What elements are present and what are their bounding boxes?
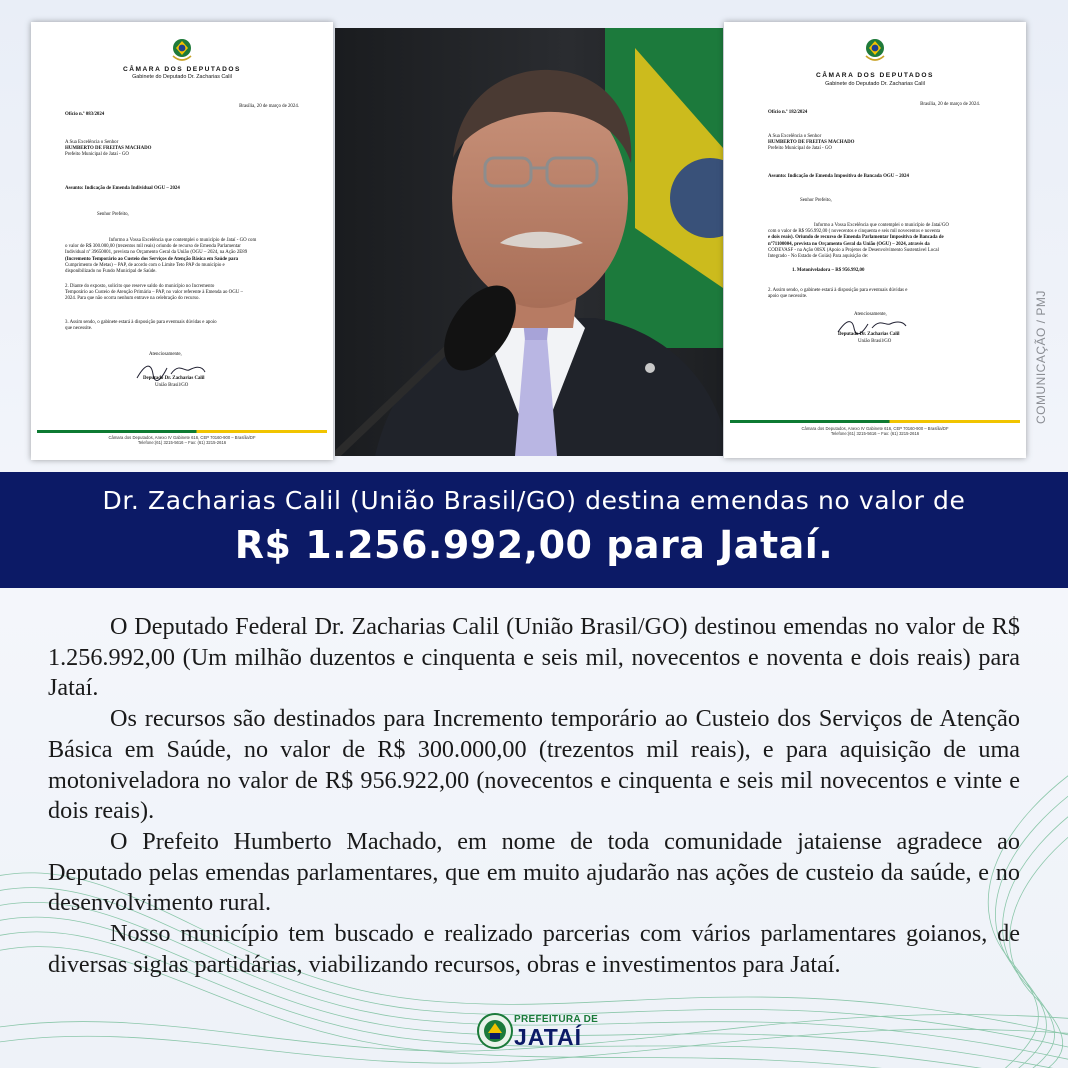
letter-greeting: Senhor Prefeito, — [97, 212, 129, 217]
letter-paragraph-1: Informo a Vossa Excelência que contemplei o município de Jataí - GO com o valor de R$ 300.000,00 (trezentos mil reais) oriundo de recurso de Emenda Parlamentar Individual nº 39650001, prevista no Orçamento Geral da União (OGU – 2024, na Ação 2E89 (Incremento Temporário ao Custeio dos Serviços de Atenção Básica em Saúde para Cumprimento de Metas) – PAP, de acordo com o Limite Teto PAP do município e disponibilizado no Fundo Municipal de Saúde. — [65, 238, 257, 275]
recipient-line-1: A Sua Excelência o Senhor — [65, 140, 119, 145]
article-body — [48, 612, 1020, 980]
letter-number: Ofício n.º 083/2024 — [65, 112, 105, 117]
letter-paragraph-1: Informo a Vossa Excelência que contemplei o município de Jataí/GO com o valor de R$ 956.992,00 ( novecentos e cinquenta e seis mil novecentos e noventa e dois reais). Oriundo de recurso de Emenda Parlamentar Impositiva de Bancada de nº71100004, prevista no Orçamento Geral da União (OGU) – 2024, através da CODEVASF - na Ação 00SX (Apoio a Projetos de Desenvolvimento Sustentável Local Integrado - No Estado de Goiás) Para aquisição de: — [768, 223, 949, 260]
letter-item: 1. Motoniveladora – R$ 956.992,00 — [792, 268, 865, 273]
coat-of-arms-icon — [862, 36, 888, 64]
deputy-portrait-photo — [335, 28, 723, 456]
recipient-title: Prefeito Municipal de Jataí - GO — [768, 146, 832, 151]
official-letter-left — [31, 22, 333, 460]
letter-footer-phone: Telefone:(61) 3215-5616 – Fax: (61) 3215-2616 — [137, 440, 227, 445]
letter-footer-address: Câmara dos Deputados, Anexo IV Gabinete 616, CEP 70160-900 – Brasília/DF — [108, 435, 256, 440]
letter-greeting: Senhor Prefeito, — [800, 198, 832, 203]
letterhead-org: CÂMARA DOS DEPUTADOS — [123, 66, 241, 73]
coat-of-arms-icon — [169, 36, 195, 64]
letter-footer-bar — [730, 420, 1020, 423]
letter-date: Brasília, 20 de março de 2024. — [920, 102, 980, 107]
logo-city-name: JATAÍ — [514, 1024, 583, 1050]
letter-number: Ofício n.º 182/2024 — [768, 110, 808, 115]
headline-line-1: Dr. Zacharias Calil (União Brasil/GO) destina emendas no valor de — [102, 486, 966, 515]
letter-footer-bar — [37, 430, 327, 433]
letter-closing: Atenciosamente, — [854, 312, 887, 317]
recipient-title: Prefeito Municipal de Jataí - GO — [65, 152, 129, 157]
prefeitura-jatai-logo — [476, 1010, 599, 1056]
headline-amount: R$ 1.256.992,00 para Jataí. — [234, 523, 834, 567]
photo-credit: COMUNICAÇÃO / PMJ — [1034, 290, 1048, 424]
recipient-name: HUMBERTO DE FREITAS MACHADO — [65, 146, 152, 151]
letter-subject: Assunto: Indicação de Emenda Impositiva de Bancada OGU – 2024 — [768, 174, 909, 179]
article-paragraph-4: Nosso município tem buscado e realizado parcerias com vários parlamentares goianos, de diversas siglas partidárias, viabilizando recursos, obras e investimentos para Jataí. — [48, 920, 1020, 978]
letter-signer-party: União Brasil/GO — [155, 383, 189, 388]
article-paragraph-1: O Deputado Federal Dr. Zacharias Calil (União Brasil/GO) destinou emendas no valor de R$ 1.256.992,00 (Um milhão duzentos e cinquenta e seis mil, novecentos e noventa e dois reais) para Jataí. — [48, 613, 1020, 702]
letter-subject: Assunto: Indicação de Emenda Individual OGU – 2024 — [65, 186, 180, 191]
headline-banner — [0, 472, 1068, 588]
recipient-name: HUMBERTO DE FREITAS MACHADO — [768, 140, 855, 145]
letterhead-office: Gabinete do Deputado Dr. Zacharias Calil — [825, 81, 925, 87]
city-emblem-icon — [476, 1012, 514, 1050]
letter-signer: Deputado Dr. Zacharias Calil — [143, 376, 205, 381]
letter-paragraph-2: 2. Diante do exposto, solicito que reserve saldo do município no Incremento Temporário ao Custeio de Atenção Primária – PAP, no valor referente à Emenda ao OGU – 2024. Para que não ocorra nenhum entrave na celebração do recurso. — [65, 284, 243, 302]
letter-signer: Deputado Dr. Zacharias Calil — [838, 332, 900, 337]
logo-top-text: PREFEITURA DE — [514, 1014, 599, 1025]
letter-footer-phone: Telefone:(61) 3215-5616 – Fax: (61) 3215-2616 — [830, 431, 920, 436]
letter-paragraph-3: 3. Assim sendo, o gabinete estará à disposição para eventuais dúvidas e apoio que necessite. — [65, 320, 217, 332]
letter-closing: Atenciosamente, — [149, 352, 182, 357]
official-letter-right — [724, 22, 1026, 458]
letterhead-org: CÂMARA DOS DEPUTADOS — [816, 72, 934, 79]
article-paragraph-3: O Prefeito Humberto Machado, em nome de toda comunidade jataiense agradece ao Deputado pelas emendas parlamentares, que em muito ajudarão nas ações de custeio da saúde, e no desenvolvimento rural. — [48, 827, 1020, 917]
letter-date: Brasília, 20 de março de 2024. — [239, 104, 299, 109]
letterhead-office: Gabinete do Deputado Dr. Zacharias Calil — [132, 74, 232, 80]
letter-signer-party: União Brasil/GO — [858, 339, 892, 344]
article-paragraph-2: Os recursos são destinados para Incremento temporário ao Custeio dos Serviços de Atenção Básica em Saúde, no valor de R$ 300.000,00 (trezentos mil reais), e para aquisição de uma motoniveladora no valor de R$ 956.922,00 (novecentos e cinquenta e seis mil novecentos e vinte e dois reais). — [48, 705, 1020, 825]
recipient-line-1: A Sua Excelência o Senhor — [768, 134, 822, 139]
letter-footer-address: Câmara dos Deputados, Anexo IV Gabinete 616, CEP 70160-900 – Brasília/DF — [801, 426, 949, 431]
letter-paragraph-2: 2. Assim sendo, o gabinete estará à disposição para eventuais dúvidas e apoio que necessite. — [768, 288, 908, 300]
